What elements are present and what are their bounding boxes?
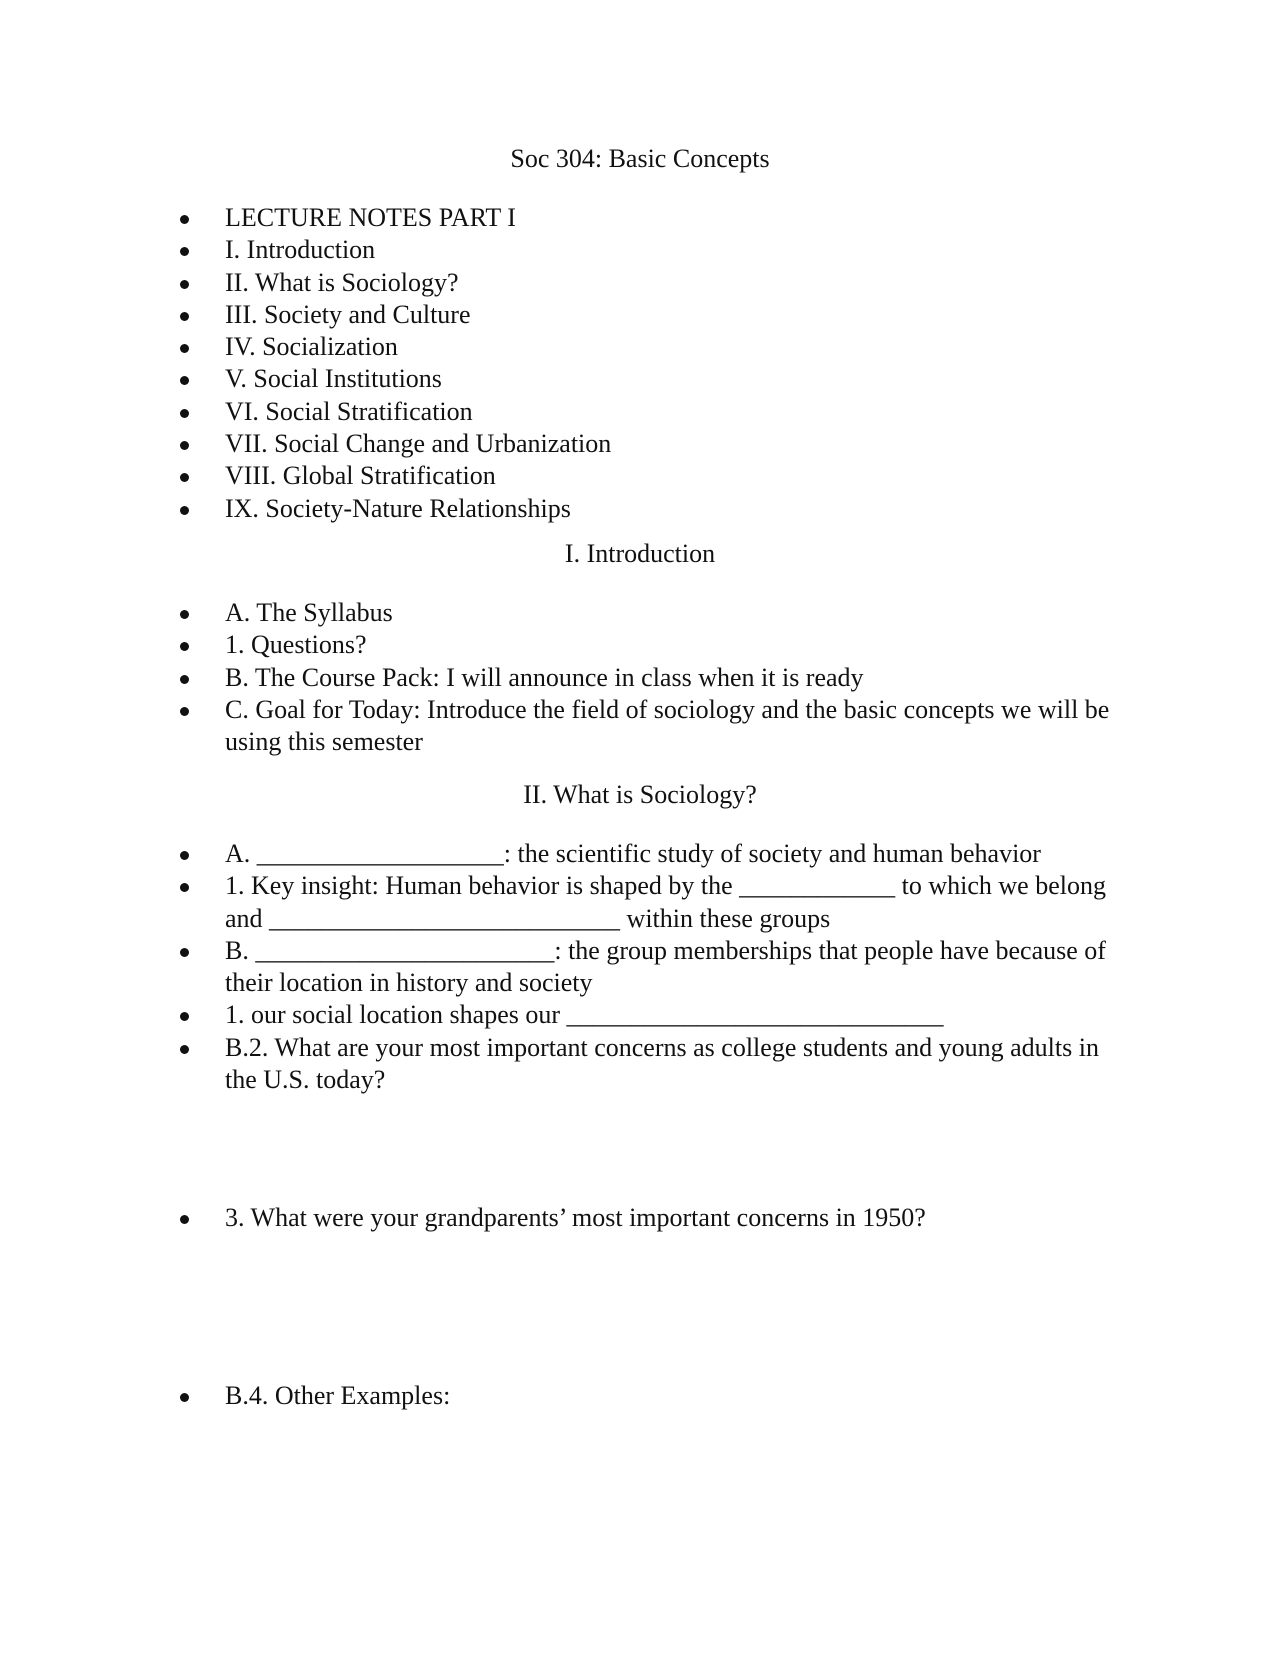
outline-item: VIII. Global Stratification xyxy=(180,460,1110,492)
bullet-icon xyxy=(180,506,189,515)
bullet-icon xyxy=(180,1393,189,1402)
bullet-icon xyxy=(180,948,189,957)
list-item-other-examples: B.4. Other Examples: xyxy=(180,1380,1110,1412)
bullet-icon xyxy=(180,851,189,860)
outline-item: II. What is Sociology? xyxy=(180,267,1110,299)
list-item: 1. Questions? xyxy=(180,629,1110,661)
bullet-icon xyxy=(180,473,189,482)
bullet-icon xyxy=(180,376,189,385)
bullet-icon xyxy=(180,247,189,256)
outline-item: LECTURE NOTES PART I xyxy=(180,202,1110,234)
outline-item: VII. Social Change and Urbanization xyxy=(180,428,1110,460)
list-item: A. ___________________: the scientific study of society and human behavior xyxy=(180,838,1110,870)
list-item-grandparents-question: 3. What were your grandparents’ most important concerns in 1950? xyxy=(180,1202,1110,1234)
list-item: A. The Syllabus xyxy=(180,597,1110,629)
bullet-icon xyxy=(180,409,189,418)
bullet-icon xyxy=(180,642,189,651)
bullet-icon xyxy=(180,441,189,450)
bullet-icon xyxy=(180,883,189,892)
outline-item: IV. Socialization xyxy=(180,331,1110,363)
section-heading-introduction: I. Introduction xyxy=(564,539,716,568)
bullet-icon xyxy=(180,1045,189,1054)
bullet-icon xyxy=(180,1012,189,1021)
bullet-icon xyxy=(180,610,189,619)
list-item: 1. Key insight: Human behavior is shaped by the ____________ to which we belong and ___________________________ within these groups xyxy=(180,870,1110,935)
list-item: 1. our social location shapes our _____________________________ xyxy=(180,999,1110,1031)
list-item: B. The Course Pack: I will announce in class when it is ready xyxy=(180,662,1110,694)
list-item: B. _______________________: the group memberships that people have because of their location in history and society xyxy=(180,935,1110,1000)
outline-item: I. Introduction xyxy=(180,234,1110,266)
list-item: B.2. What are your most important concerns as college students and young adults in the U.S. today? xyxy=(180,1032,1110,1097)
sociology-list xyxy=(180,838,1110,1096)
outline-item: VI. Social Stratification xyxy=(180,396,1110,428)
introduction-list xyxy=(180,597,1110,758)
bullet-icon xyxy=(180,312,189,321)
bullet-icon xyxy=(180,1215,189,1224)
list-item: C. Goal for Today: Introduce the field of sociology and the basic concepts we will be using this semester xyxy=(180,694,1110,759)
bullet-icon xyxy=(180,344,189,353)
outline-item: III. Society and Culture xyxy=(180,299,1110,331)
bullet-icon xyxy=(180,675,189,684)
bullet-icon xyxy=(180,215,189,224)
outline-item: IX. Society-Nature Relationships xyxy=(180,493,1110,525)
bullet-icon xyxy=(180,707,189,716)
document-title: Soc 304: Basic Concepts xyxy=(510,144,770,173)
outline-list xyxy=(180,202,1110,525)
section-heading-what-is-sociology: II. What is Sociology? xyxy=(523,780,757,809)
bullet-icon xyxy=(180,280,189,289)
outline-item: V. Social Institutions xyxy=(180,363,1110,395)
